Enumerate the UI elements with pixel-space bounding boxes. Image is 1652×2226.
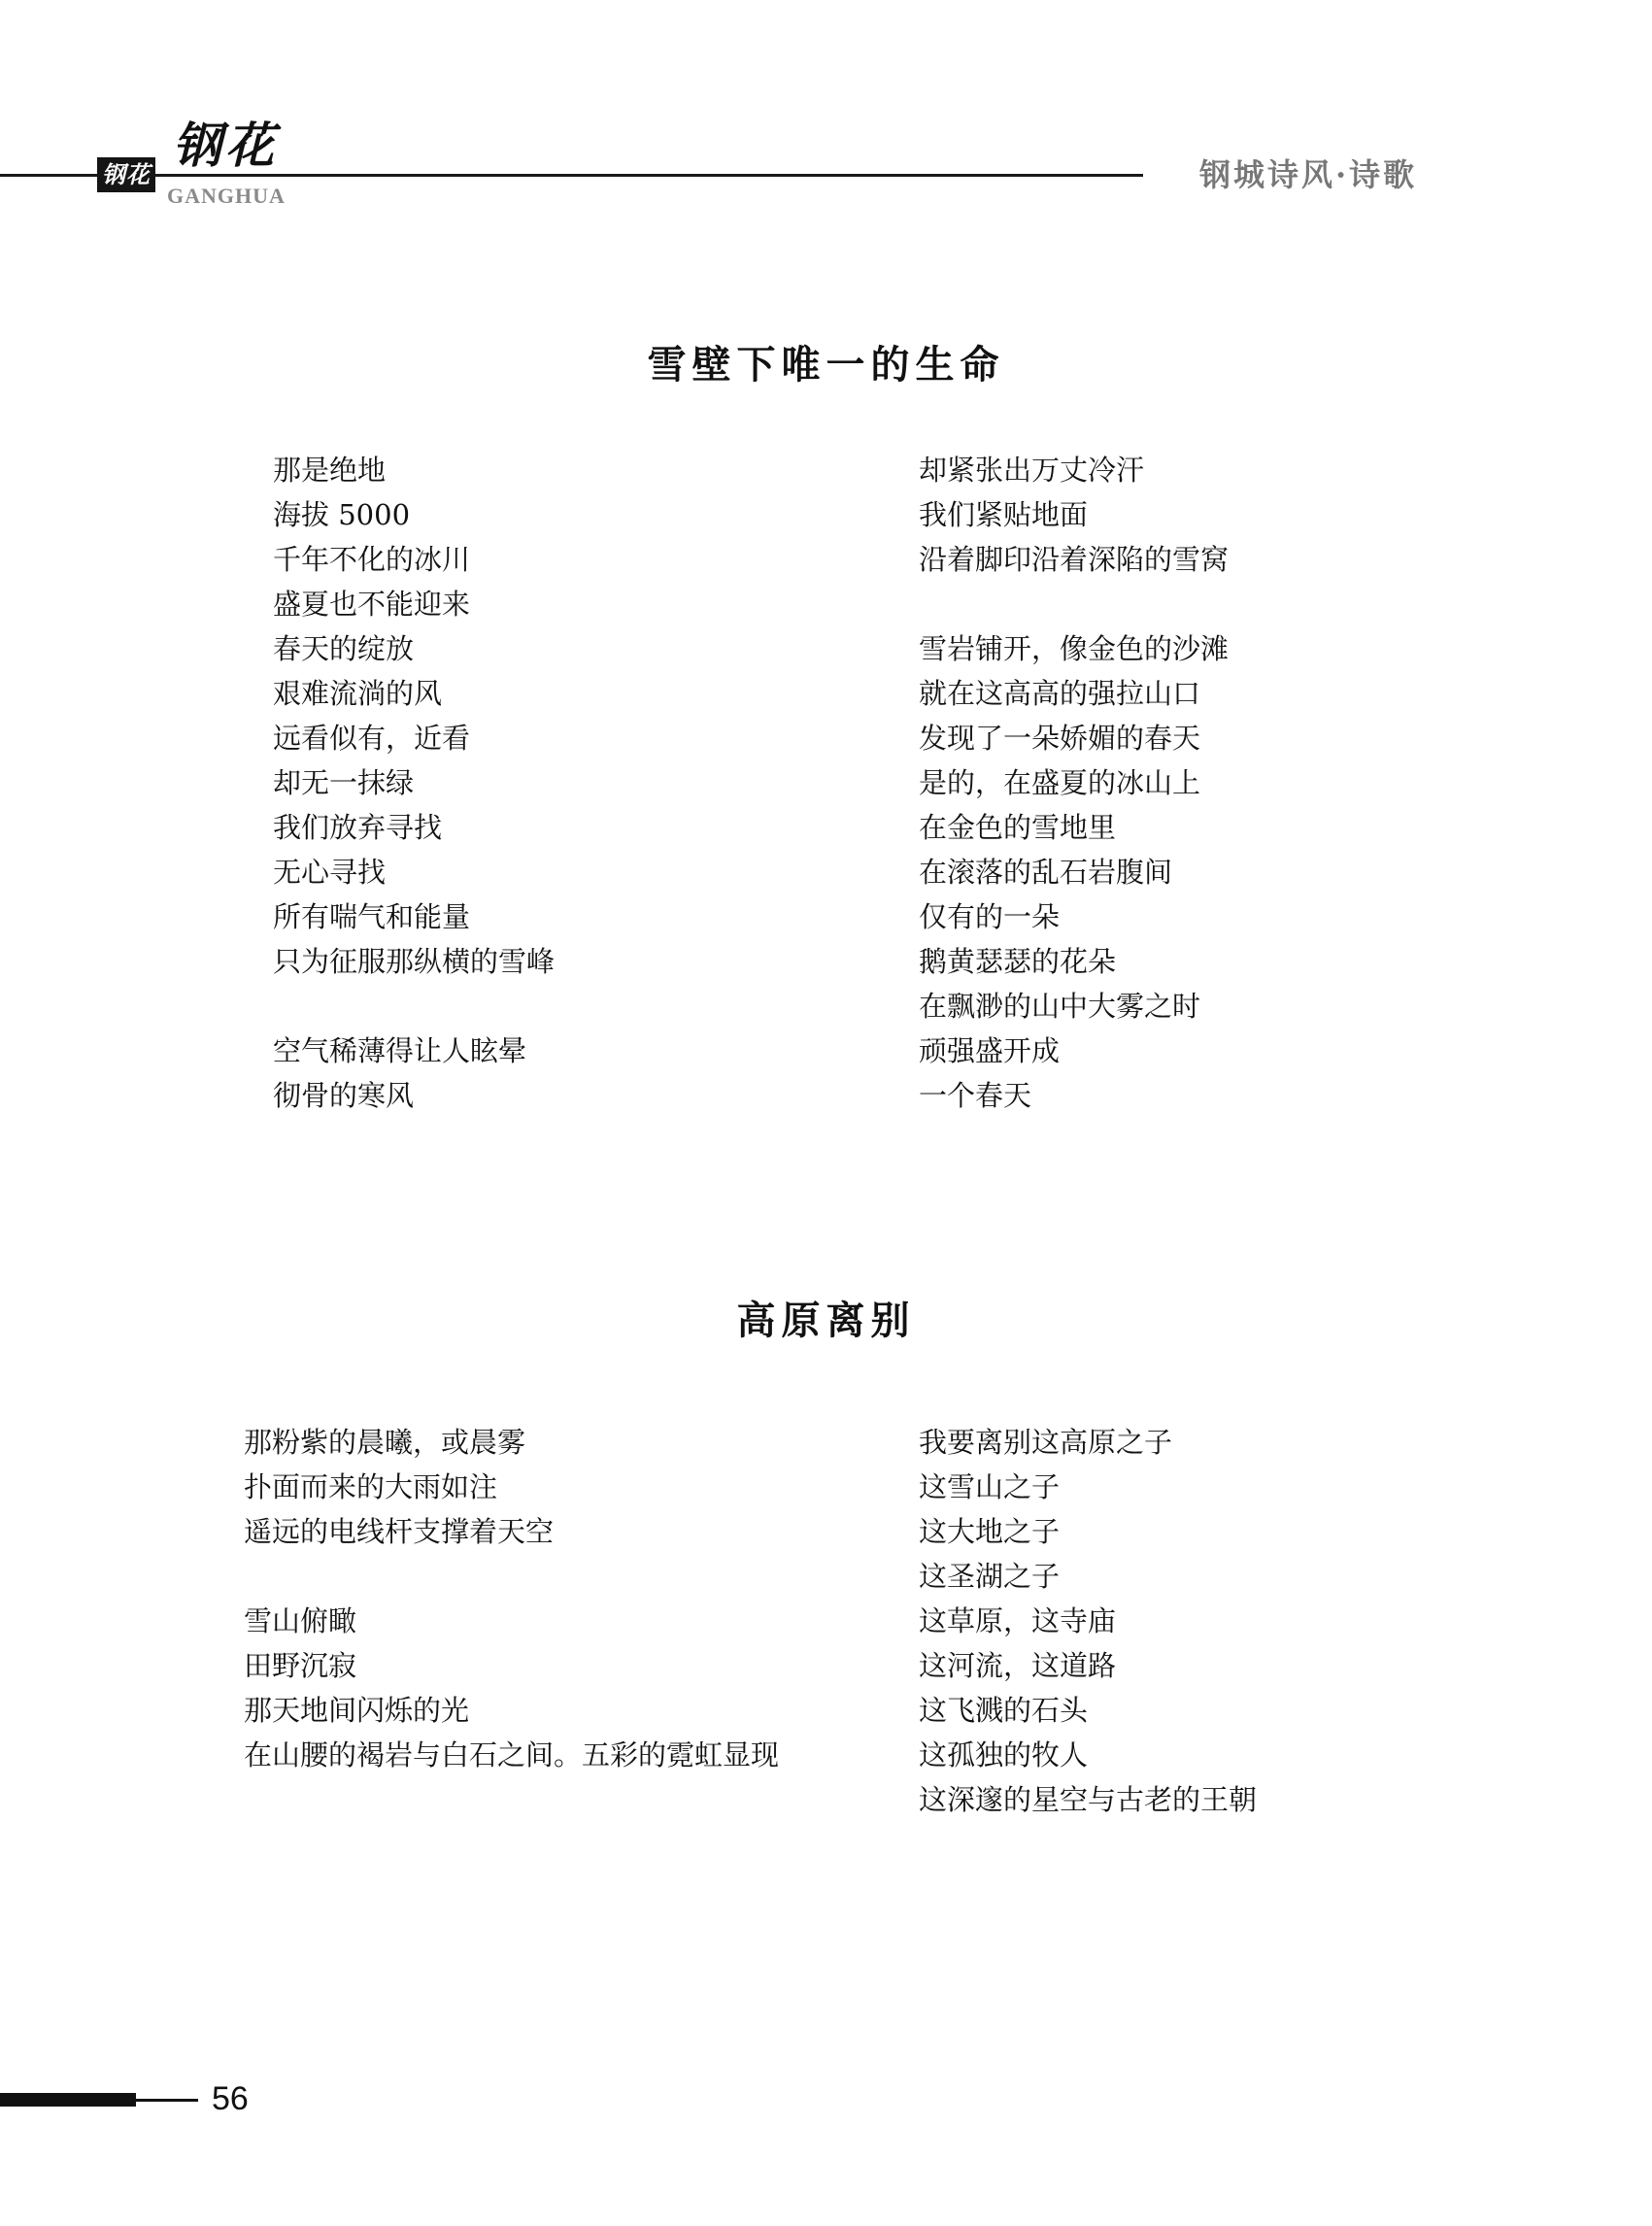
- page-number: 56: [212, 2080, 249, 2117]
- header-rule: [0, 174, 1143, 177]
- poem-line: 我们放弃寻找: [273, 811, 443, 844]
- poem-line: 无心寻找: [273, 856, 387, 889]
- poem-line: 田野沉寂: [244, 1649, 357, 1682]
- poem-line: 我要离别这高原之子: [919, 1426, 1173, 1459]
- poem-line: 是的，在盛夏的冰山上: [919, 766, 1201, 799]
- poem-line: 在山腰的褐岩与白石之间。五彩的霓虹显现: [244, 1738, 780, 1771]
- poem-line: 彻骨的寒风: [273, 1079, 415, 1112]
- poem-line: 海拔 5000: [273, 498, 411, 531]
- footer-rule-thick: [0, 2093, 136, 2107]
- poem-line: 就在这高高的强拉山口: [919, 677, 1201, 710]
- poem-line: 这草原，这寺庙: [919, 1604, 1117, 1637]
- poem-line: 空气稀薄得让人眩晕: [273, 1034, 527, 1067]
- stanza-break: [273, 984, 555, 1029]
- poem-line: 那天地间闪烁的光: [244, 1694, 470, 1727]
- poem-line: 沿着脚印沿着深陷的雪窝: [919, 543, 1230, 576]
- poem-line: 千年不化的冰川: [273, 543, 471, 576]
- poem-line: 这深邃的星空与古老的王朝: [919, 1783, 1258, 1816]
- poem-line: 鹅黄瑟瑟的花朵: [919, 945, 1117, 978]
- poem-line: 仅有的一朵: [919, 900, 1061, 933]
- poem-title: 高原离别: [736, 1298, 916, 1343]
- poem-line: 那粉紫的晨曦，或晨雾: [244, 1426, 526, 1459]
- poem-column-right: [919, 448, 1229, 1118]
- poem-line: 在飘渺的山中大雾之时: [919, 990, 1201, 1023]
- poem-line: 盛夏也不能迎来: [273, 588, 471, 621]
- poem-line: 远看似有，近看: [273, 722, 471, 755]
- poem-line: 雪山俯瞰: [244, 1604, 357, 1637]
- poem-line: 扑面而来的大雨如注: [244, 1470, 498, 1503]
- poem-line: 所有喘气和能量: [273, 900, 471, 933]
- stanza-break: [244, 1554, 779, 1599]
- footer-rule-thin: [136, 2099, 198, 2102]
- poem-line: 雪岩铺开，像金色的沙滩: [919, 632, 1230, 665]
- magazine-logo-badge: 钢花: [97, 157, 155, 192]
- poem-line: 这大地之子: [919, 1515, 1061, 1548]
- poem-line: 在金色的雪地里: [919, 811, 1117, 844]
- poem-column-left: [273, 448, 555, 1118]
- poem-line: 发现了一朵娇媚的春天: [919, 722, 1201, 755]
- poem-line: 遥远的电线杆支撑着天空: [244, 1515, 555, 1548]
- poem-line: 只为征服那纵横的雪峰: [273, 945, 556, 978]
- poem-line: 这河流，这道路: [919, 1649, 1117, 1682]
- magazine-logo-latin: GANGHUA: [167, 184, 286, 208]
- poem-line: 我们紧贴地面: [919, 498, 1089, 531]
- poem-column-left: [244, 1420, 779, 1777]
- poem-line: 这圣湖之子: [919, 1560, 1061, 1593]
- poem-line: 这雪山之子: [919, 1470, 1061, 1503]
- poem-line: 这孤独的牧人: [919, 1738, 1089, 1771]
- poem-line: 在滚落的乱石岩腹间: [919, 856, 1173, 889]
- poem-line: 艰难流淌的风: [273, 677, 443, 710]
- poem-column-right: [919, 1420, 1257, 1822]
- section-name: 钢城诗风·诗歌: [1199, 156, 1418, 193]
- poem-line: 春天的绽放: [273, 632, 415, 665]
- stanza-break: [919, 582, 1229, 626]
- poem-line: 一个春天: [919, 1079, 1032, 1112]
- magazine-logo-calligraphy: 钢花: [173, 117, 278, 174]
- poem-line: 顽强盛开成: [919, 1034, 1061, 1067]
- poem-line: 却无一抹绿: [273, 766, 415, 799]
- poem-line: 那是绝地: [273, 454, 387, 487]
- poem-line: 这飞溅的石头: [919, 1694, 1089, 1727]
- poem-title: 雪壁下唯一的生命: [647, 342, 1005, 388]
- poem-line: 却紧张出万丈冷汗: [919, 454, 1145, 487]
